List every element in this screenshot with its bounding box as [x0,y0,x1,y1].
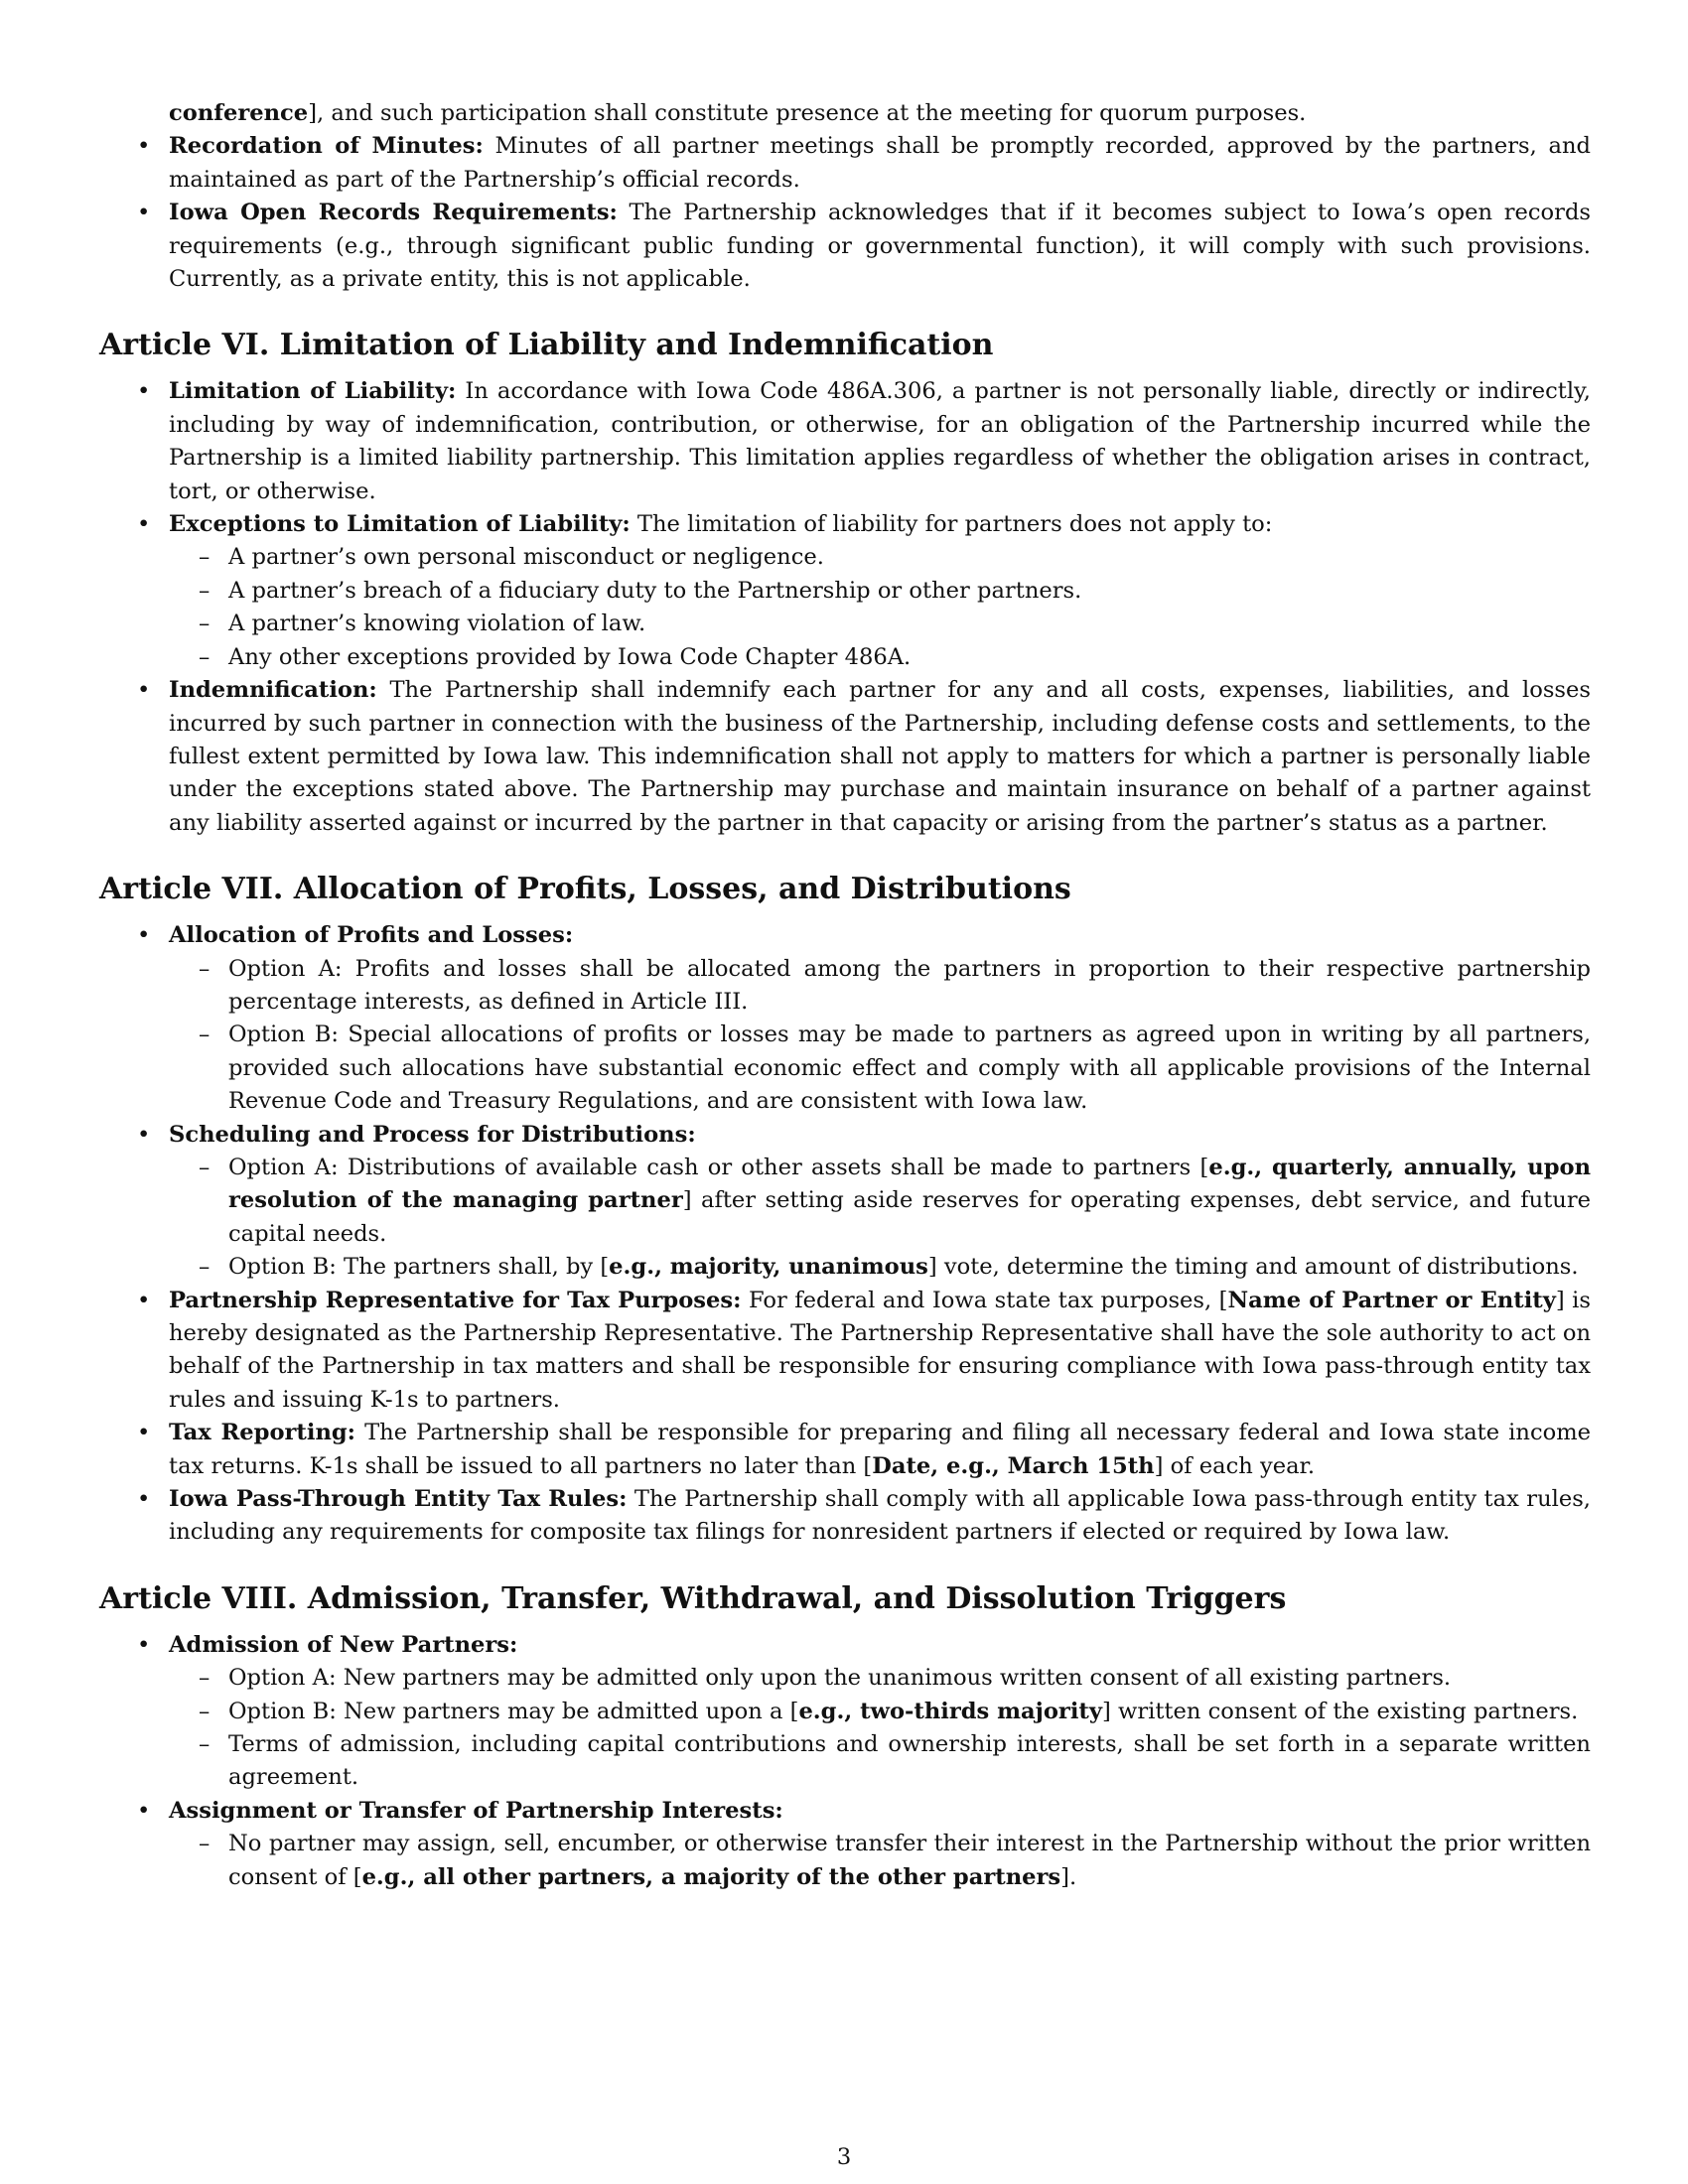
placeholder-bold: e.g., two-thirds majority [798,1698,1102,1724]
sub-text: Option B: New partners may be admitted upon a [ [228,1698,799,1724]
article-vi-list [99,375,1591,840]
sub-item [169,1251,1591,1284]
continued-text: ], and such participation shall constitute presence at the meeting for quorum purposes. [308,100,1307,126]
article-vii-list [99,919,1591,1550]
sub-item: – Option A: Profits and losses shall be allocated among the partners in proportion to their respective partnership percentage interests, as defined in Article III. [169,953,1591,1020]
sub-text: ]. [1060,1863,1077,1890]
sub-text: ] vote, determine the timing and amount of distributions. [927,1254,1579,1281]
sub-item: – A partner’s own personal misconduct or negligence. [169,541,1591,574]
intro-list [99,130,1591,296]
item-text: The Partnership acknowledges that if it becomes subject to Iowa’s open records requirements (e.g., through significant public funding or governmental function), it will comply with such provisions. Currently, as a private entity, this is not applicable. [169,200,1591,293]
continued-bold: conference [169,100,309,126]
sub-item: – Option A: New partners may be admitted only upon the unanimous written consent of all existing partners. [169,1662,1591,1695]
item-label: Scheduling and Process for Distributions: [169,1121,696,1148]
list-item [99,1483,1591,1550]
placeholder-bold: e.g., all other partners, a majority of the other partners [361,1863,1061,1890]
list-item [99,375,1591,508]
sub-list [169,541,1591,674]
sub-item [169,1828,1591,1894]
item-text: The Partnership shall indemnify each partner for any and all costs, expenses, liabilities, and losses incurred by such partner in connection with the business of the Partnership, including defense costs and settlements, to the fullest extent permitted by Iowa law. This indemnification shall not apply to matters for which a partner is personally liable under the exceptions stated above. The Partnership may purchase and maintain insurance on behalf of a partner against any liability asserted against or incurred by the partner in that capacity or arising from the partner’s status as a partner. [169,677,1591,836]
item-label: Exceptions to Limitation of Liability: [169,511,631,538]
item-label: Tax Reporting: [169,1420,356,1446]
article-vii-heading: Article VII. Allocation of Profits, Losses, and Distributions [99,872,1071,907]
sub-item: – Option B: Special allocations of profits or losses may be made to partners as agreed upon in writing by all partners, provided such allocations have substantial economic effect and comply with all applicable provisions of the Internal Revenue Code and Treasury Regulations, and are consistent with Iowa law. [169,1019,1591,1118]
sub-item [169,1152,1591,1251]
item-label: Partnership Representative for Tax Purposes: [169,1287,742,1313]
list-item [99,1417,1591,1483]
sub-list [169,1662,1591,1795]
list-item [99,1285,1591,1418]
list-item [99,919,1591,1118]
placeholder-bold: e.g., quarterly, annually, upon resolution of the managing partner [228,1154,1591,1214]
sub-item: – Any other exceptions provided by Iowa Code Chapter 486A. [169,641,1591,674]
placeholder-bold: Date, e.g., March 15th [872,1452,1155,1479]
sub-item: – A partner’s breach of a fiduciary duty to the Partnership or other partners. [169,575,1591,608]
item-text: Minutes of all partner meetings shall be promptly recorded, approved by the partners, and maintained as part of the Partnership’s official records. [169,133,1592,193]
item-label: Iowa Open Records Requirements: [169,200,618,226]
placeholder-bold: Name of Partner or Entity [1227,1287,1556,1313]
item-label: Indemnification: [169,677,377,704]
sub-item: – Terms of admission, including capital contributions and ownership interests, shall be set forth in a separate written agreement. [169,1728,1591,1795]
sub-text: ] after setting aside reserves for operating expenses, debt service, and future capital needs. [228,1187,1591,1247]
item-text: ] of each year. [1154,1452,1316,1479]
item-label: Assignment or Transfer of Partnership Interests: [169,1797,783,1824]
item-text: The Partnership shall be responsible for preparing and filing all necessary federal and Iowa state income tax returns. K-1s shall be issued to all partners no later than [ [169,1420,1591,1479]
sub-text: ] written consent of the existing partners. [1101,1698,1579,1724]
page-number: 3 [836,2144,852,2170]
item-label: Recordation of Minutes: [169,133,484,160]
article-viii-list [99,1629,1591,1894]
sub-list [169,1152,1591,1285]
list-item [99,1795,1591,1894]
item-text: ] is hereby designated as the Partnership Representative. The Partnership Representative shall have the sole authority to act on behalf of the Partnership in tax matters and shall be responsible for ensuring compliance with Iowa pass-through entity tax rules and issuing K-1s to partners. [169,1287,1591,1413]
sub-item [169,1696,1591,1728]
item-text: In accordance with Iowa Code 486A.306, a partner is not personally liable, directly or indirectly, including by way of indemnification, contribution, or otherwise, for an obligation of the Partnership incurred while the Partnership is a limited liability partnership. This limitation applies regardless of whether the obligation arises in contract, tort, or otherwise. [169,378,1591,504]
sub-list [169,1828,1591,1894]
continued-paragraph [169,97,1591,130]
list-item [99,508,1591,674]
sub-text: Option B: The partners shall, by [ [228,1254,610,1281]
list-item [99,130,1591,197]
list-item [99,197,1591,296]
sub-text: No partner may assign, sell, encumber, or otherwise transfer their interest in the Partnership without the prior written consent of [ [228,1831,1591,1890]
sub-item: – A partner’s knowing violation of law. [169,608,1591,640]
list-item [99,1119,1591,1285]
placeholder-bold: e.g., majority, unanimous [609,1254,928,1281]
item-text: The limitation of liability for partners does not apply to: [636,511,1273,538]
item-label: Allocation of Profits and Losses: [169,922,574,949]
article-viii-heading: Article VIII. Admission, Transfer, Withdrawal, and Dissolution Triggers [99,1580,1287,1616]
document-page [99,97,1591,1894]
sub-text: Option A: Distributions of available cash or other assets shall be made to partners [ [228,1154,1209,1180]
item-text: For federal and Iowa state tax purposes, [ [748,1287,1228,1313]
item-label: Limitation of Liability: [169,378,457,405]
list-item [99,674,1591,840]
item-label: Admission of New Partners: [169,1631,518,1658]
item-label: Iowa Pass-Through Entity Tax Rules: [169,1486,628,1513]
article-vi-heading: Article VI. Limitation of Liability and Indemnification [99,328,994,363]
item-text: The Partnership shall comply with all applicable Iowa pass-through entity tax rules, including any requirements for composite tax filings for nonresident partners if elected or required by Iowa law. [169,1486,1591,1546]
list-item [99,1629,1591,1795]
sub-list [169,953,1591,1119]
